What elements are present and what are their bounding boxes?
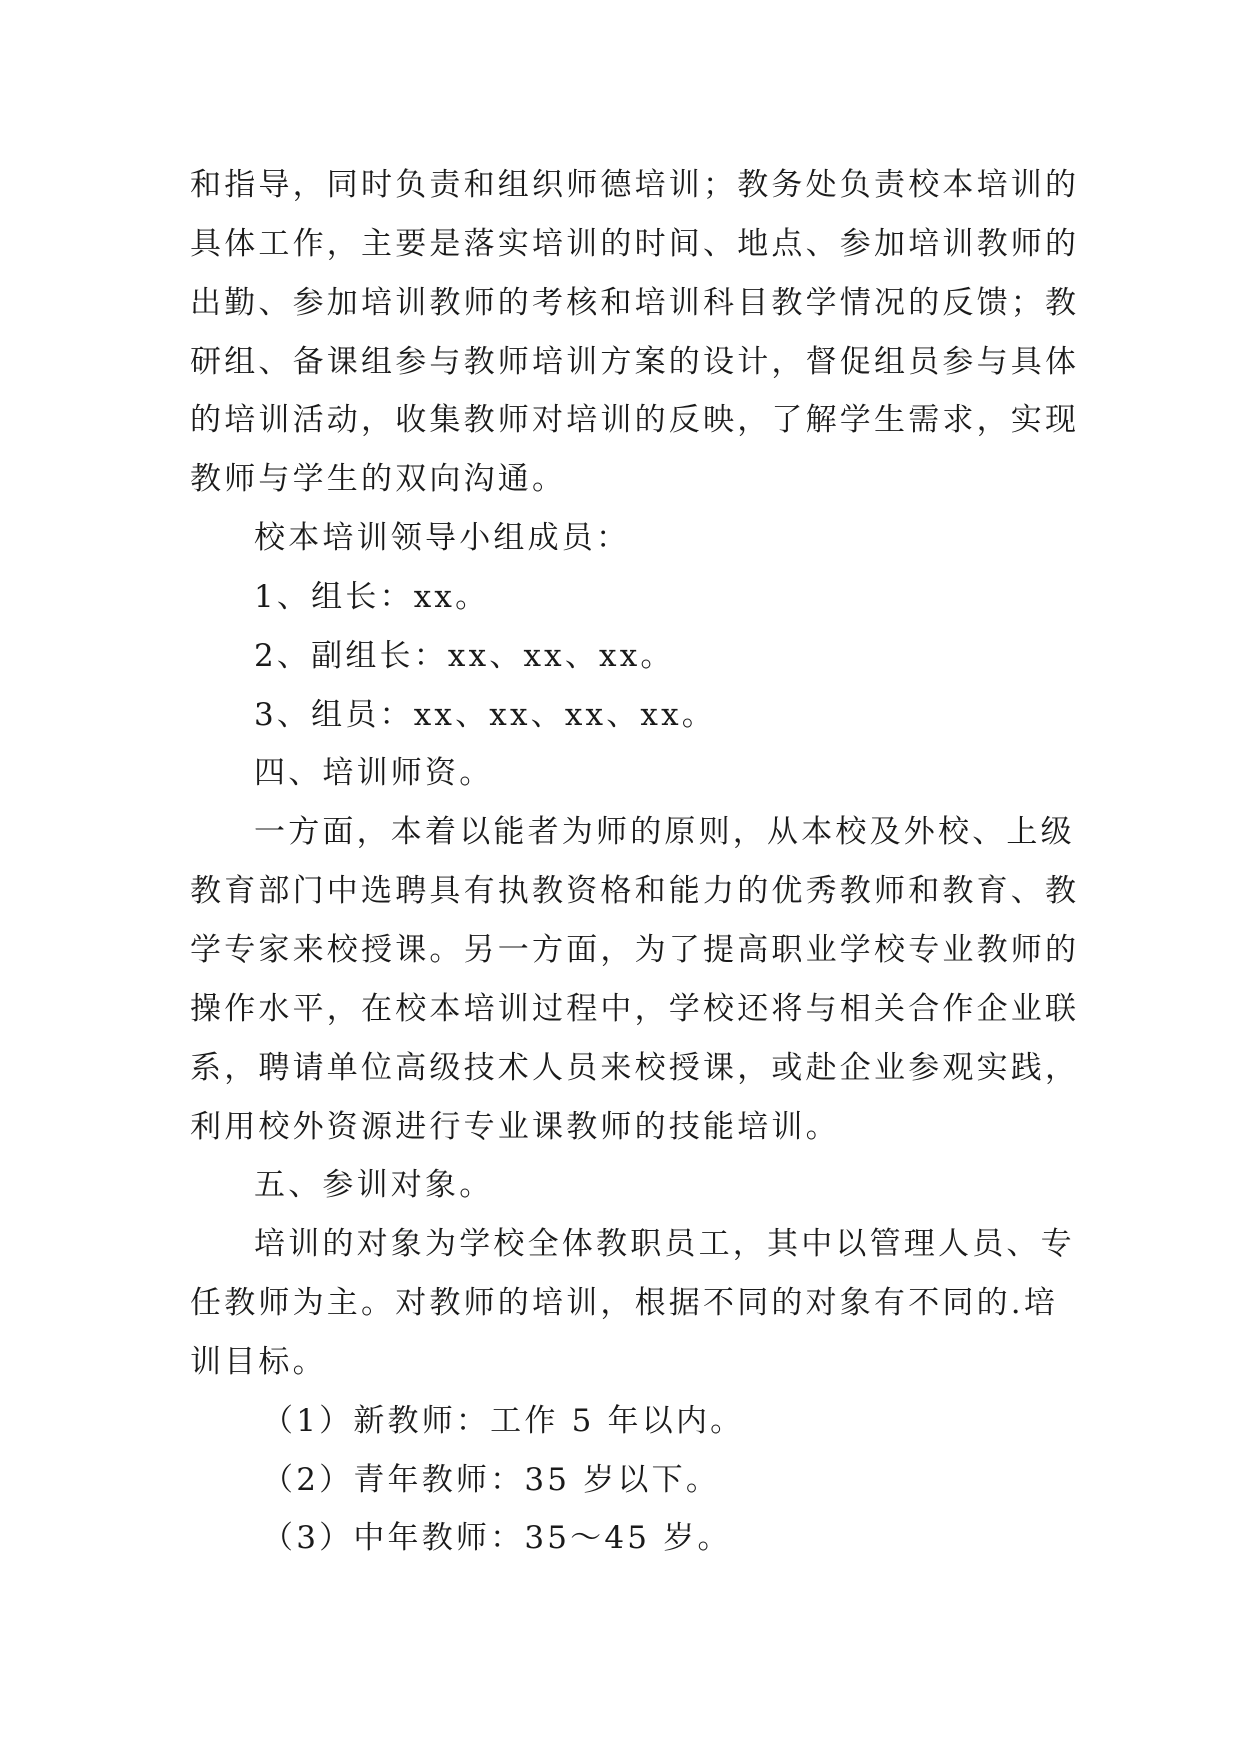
text-line: 系，聘请单位高级技术人员来校授课，或赴企业参观实践， bbox=[190, 1050, 1080, 1086]
text-line: 操作水平，在校本培训过程中，学校还将与相关合作企业联 bbox=[190, 991, 1080, 1027]
text-line: 任教师为主。对教师的培训，根据不同的对象有不同的.培 bbox=[190, 1285, 1059, 1321]
text-line: 研组、备课组参与教师培训方案的设计，督促组员参与具体 bbox=[190, 344, 1080, 380]
text-line: 利用校外资源进行专业课教师的技能培训。 bbox=[190, 1109, 840, 1145]
text-line: 培训的对象为学校全体教职员工，其中以管理人员、专 bbox=[254, 1226, 1075, 1262]
text-line: 学专家来校授课。另一方面，为了提高职业学校专业教师的 bbox=[190, 932, 1080, 968]
group-members-heading: 校本培训领导小组成员： bbox=[254, 520, 631, 556]
section-heading-4: 四、培训师资。 bbox=[254, 755, 494, 791]
text-line: 出勤、参加培训教师的考核和培训科目教学情况的反馈；教 bbox=[190, 285, 1080, 321]
text-line: 和指导，同时负责和组织师德培训；教务处负责校本培训的 bbox=[190, 167, 1080, 203]
list-item-leader: 1、组长：xx。 bbox=[254, 579, 490, 615]
text-line: 教育部门中选聘具有执教资格和能力的优秀教师和教育、教 bbox=[190, 873, 1080, 909]
text-line: 的培训活动，收集教师对培训的反映，了解学生需求，实现 bbox=[190, 402, 1080, 438]
text-line: 具体工作，主要是落实培训的时间、地点、参加培训教师的 bbox=[190, 226, 1080, 262]
list-item-new-teacher: （1）新教师：工作 5 年以内。 bbox=[262, 1403, 745, 1439]
list-item-middle-aged-teacher: （3）中年教师：35～45 岁。 bbox=[262, 1520, 732, 1556]
text-line: 训目标。 bbox=[190, 1344, 327, 1380]
list-item-members: 3、组员：xx、xx、xx、xx。 bbox=[254, 697, 716, 733]
list-item-young-teacher: （2）青年教师：35 岁以下。 bbox=[262, 1462, 721, 1498]
list-item-deputy-leader: 2、副组长：xx、xx、xx。 bbox=[254, 638, 675, 674]
text-line: 教师与学生的双向沟通。 bbox=[190, 461, 567, 497]
text-line: 一方面，本着以能者为师的原则，从本校及外校、上级 bbox=[254, 814, 1075, 850]
section-heading-5: 五、参训对象。 bbox=[254, 1167, 494, 1203]
